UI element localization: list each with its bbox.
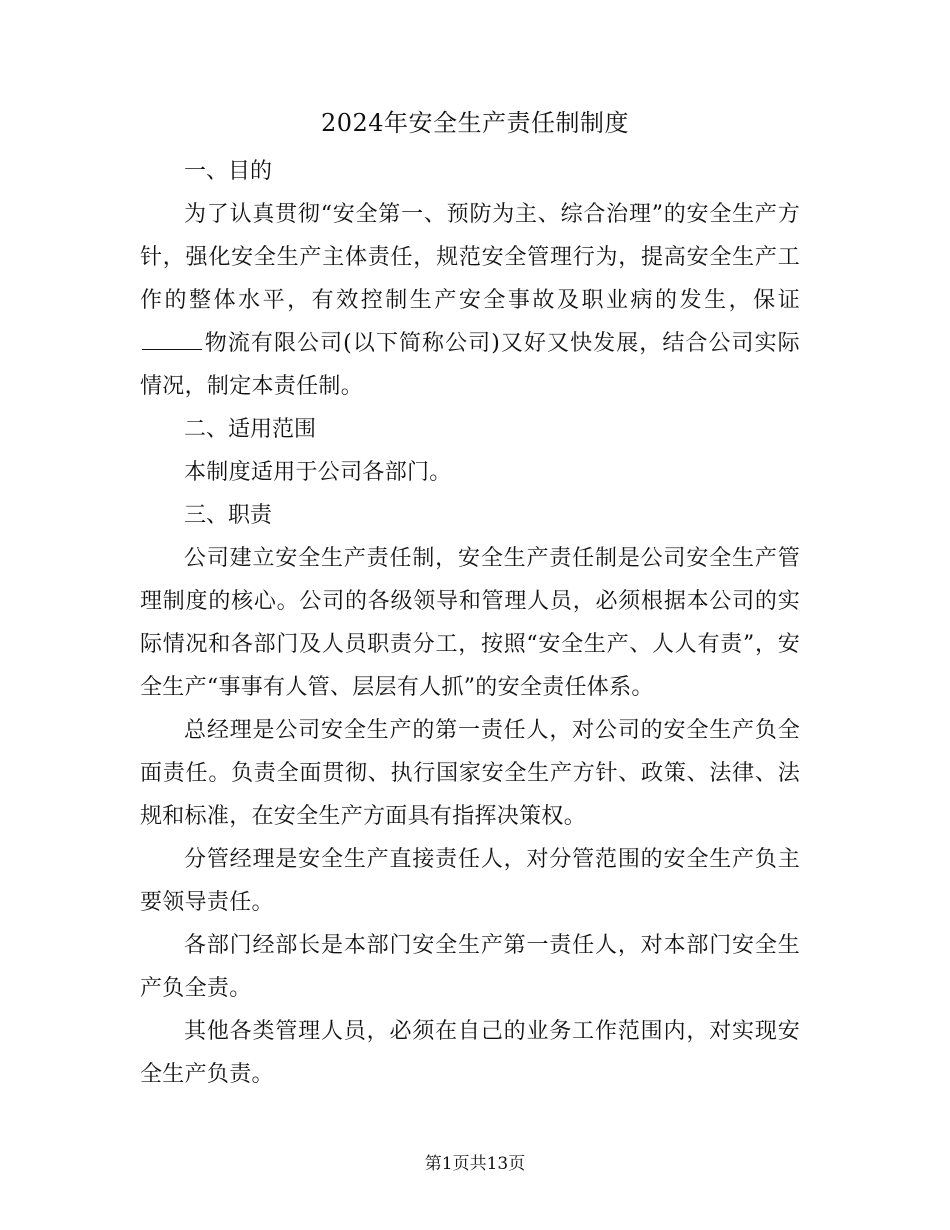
page-number-footer: 第1页共13页: [424, 1154, 526, 1174]
paragraph-duties-other-managers: 其他各类管理人员，必须在自己的业务工作范围内，对实现安全生产负责。: [140, 1019, 800, 1087]
paragraph-purpose-text-start: 为了认真贯彻“安全第一、预防为主、综合治理”的安全生产方针，强化安全生产主体责任，规范安全管理行为，提高安全生产工作的整体水平，有效控制生产安全事故及职业病的发生，保证: [140, 202, 800, 313]
blank-company-name-line: [142, 329, 202, 350]
paragraph-duties-department-head: 各部门经部长是本部门安全生产第一责任人，对本部门安全生产负全责。: [140, 933, 800, 1001]
paragraph-purpose-text-end: 物流有限公司(以下简称公司)又好又快发展，结合公司实际情况，制定本责任制。: [140, 331, 800, 399]
paragraph-scope: 本制度适用于公司各部门。: [184, 460, 452, 485]
section-heading-purpose: 一、目的: [184, 159, 273, 184]
paragraph-purpose: [140, 193, 800, 408]
section-heading-duties: 三、职责: [184, 503, 273, 528]
section-heading-scope: 二、适用范围: [184, 417, 317, 442]
paragraph-duties-deputy-manager: 分管经理是安全生产直接责任人，对分管范围的安全生产负主要领导责任。: [140, 847, 800, 915]
document-title: 2024年安全生产责任制制度: [320, 109, 630, 137]
document-body: [140, 150, 800, 1096]
paragraph-duties-system: 公司建立安全生产责任制，安全生产责任制是公司安全生产管理制度的核心。公司的各级领导和管理人员，必须根据本公司的实际情况和各部门及人员职责分工，按照“安全生产、人人有责”，安全生产“事事有人管、层层有人抓”的安全责任体系。: [140, 546, 800, 700]
paragraph-duties-general-manager: 总经理是公司安全生产的第一责任人，对公司的安全生产负全面责任。负责全面贯彻、执行国家安全生产方针、政策、法律、法规和标准，在安全生产方面具有指挥决策权。: [140, 718, 800, 829]
